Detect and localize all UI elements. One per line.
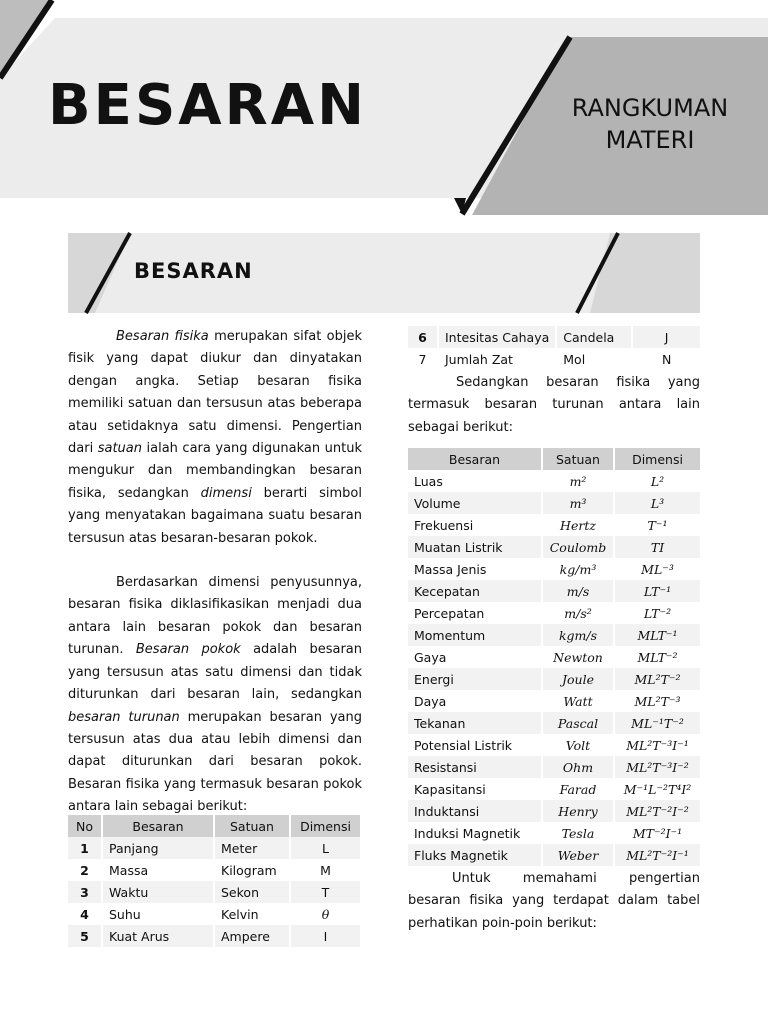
intro-paragraph-1 (68, 326, 362, 550)
table-row (408, 492, 700, 514)
cell-besaran: Daya (408, 690, 542, 712)
text-span: Berdasarkan dimensi penyusunnya, besaran fisika diklasifikasikan menjadi dua antara lain besaran pokok dan besaran turunan. (68, 575, 362, 658)
table-header-row (408, 448, 700, 470)
cell-dimensi: T⁻¹ (614, 514, 700, 536)
cell-besaran: Percepatan (408, 602, 542, 624)
term-besaran-fisika: Besaran fisika (116, 329, 209, 344)
cell-satuan: Coulomb (542, 536, 614, 558)
closing-paragraph: Untuk memahami pengertian besaran fisika yang terdapat dalam tabel perhatikan poin-poin berikut: (408, 871, 700, 931)
cell-satuan: m/s² (542, 602, 614, 624)
cell-dimensi: T (290, 881, 360, 903)
cell-satuan: m² (542, 470, 614, 492)
cell-besaran: Kecepatan (408, 580, 542, 602)
cell-dimensi: ML²T⁻²I⁻¹ (614, 844, 700, 866)
table-row (408, 778, 700, 800)
table-row (408, 734, 700, 756)
header-besaran: Besaran (408, 448, 542, 470)
table-row (68, 837, 360, 859)
cell-dimensi: ML²T⁻³ (614, 690, 700, 712)
cell-dimensi: ML²T⁻³I⁻² (614, 756, 700, 778)
cell-besaran: Jumlah Zat (438, 348, 556, 370)
cell-dimensi: LT⁻² (614, 602, 700, 624)
cell-no: 2 (68, 859, 102, 881)
besaran-pokok-table-continued (408, 326, 700, 370)
table-row (408, 558, 700, 580)
cell-besaran: Muatan Listrik (408, 536, 542, 558)
cell-no: 5 (68, 925, 102, 947)
table-row (408, 646, 700, 668)
cell-satuan: Watt (542, 690, 614, 712)
table-row (408, 326, 700, 348)
besaran-turunan-table (408, 448, 700, 866)
header-dimensi: Dimensi (614, 448, 700, 470)
header-dimensi: Dimensi (290, 815, 360, 837)
cell-dimensi: MLT⁻¹ (614, 624, 700, 646)
table-row (408, 756, 700, 778)
table-row (408, 844, 700, 866)
cell-dimensi: L³ (614, 492, 700, 514)
cell-no: 6 (408, 326, 438, 348)
cell-besaran: Intesitas Cahaya (438, 326, 556, 348)
cell-besaran: Waktu (102, 881, 214, 903)
page-title: BESARAN (48, 73, 367, 138)
cell-dimensi: L² (614, 470, 700, 492)
cell-satuan: Henry (542, 800, 614, 822)
cell-dimensi: L (290, 837, 360, 859)
cell-besaran: Momentum (408, 624, 542, 646)
cell-besaran: Fluks Magnetik (408, 844, 542, 866)
cell-satuan: m/s (542, 580, 614, 602)
table-row (408, 668, 700, 690)
cell-satuan: Pascal (542, 712, 614, 734)
cell-no: 3 (68, 881, 102, 903)
cell-satuan: Mol (556, 348, 632, 370)
table-row (408, 822, 700, 844)
cell-dimensi: ML²T⁻²I⁻² (614, 800, 700, 822)
turunan-intro: Sedangkan besaran fisika yang termasuk besaran turunan antara lain sebagai berikut: (408, 375, 700, 435)
cell-dimensi: LT⁻¹ (614, 580, 700, 602)
text-span: berarti simbol yang menyatakan bagaimana suatu besaran tersusun atas besaran-besaran pokok. (68, 485, 362, 546)
text-span: adalah besaran yang tersusun atas satu dimensi dan tidak diturunkan dari besaran lain, sedangkan (68, 642, 363, 703)
table-row (408, 514, 700, 536)
cell-besaran: Induktansi (408, 800, 542, 822)
cell-satuan: Newton (542, 646, 614, 668)
cell-satuan: Kelvin (214, 903, 290, 925)
cell-besaran: Volume (408, 492, 542, 514)
cell-satuan: Kilogram (214, 859, 290, 881)
table-header-row (68, 815, 360, 837)
cell-dimensi: I (290, 925, 360, 947)
cell-dimensi: ML⁻¹T⁻² (614, 712, 700, 734)
table-row (408, 624, 700, 646)
cell-dimensi: N (632, 348, 700, 370)
cell-dimensi: ML²T⁻³I⁻¹ (614, 734, 700, 756)
turunan-table-body (408, 470, 700, 866)
intro-paragraph-2 (68, 572, 362, 818)
intro-text (68, 326, 362, 819)
cell-satuan: Candela (556, 326, 632, 348)
cell-dimensi: TI (614, 536, 700, 558)
table-row (408, 800, 700, 822)
cell-satuan: Hertz (542, 514, 614, 536)
table-row (408, 690, 700, 712)
text-span: merupakan besaran yang tersusun atas dua atau lebih dimensi dan dapat diturunkan dari besaran pokok. Besaran fisika yang termasuk besaran pokok antara lain sebagai berikut: (68, 709, 362, 815)
header-satuan: Satuan (542, 448, 614, 470)
cell-dimensi: ML²T⁻² (614, 668, 700, 690)
cell-besaran: Resistansi (408, 756, 542, 778)
term-besaran-pokok: Besaran pokok (135, 642, 241, 658)
text-span: merupakan sifat objek fisik yang dapat diukur dan dinyatakan dengan angka. Setiap besaran fisika memiliki satuan dan tersusun atas beberapa atau setidaknya satu dimensi. Pengertian dari (68, 329, 362, 457)
cell-besaran: Gaya (408, 646, 542, 668)
cell-dimensi: MT⁻²I⁻¹ (614, 822, 700, 844)
cell-besaran: Energi (408, 668, 542, 690)
cell-besaran: Suhu (102, 903, 214, 925)
besaran-pokok-table (68, 815, 360, 947)
table-row (408, 536, 700, 558)
cell-no: 4 (68, 903, 102, 925)
cell-satuan: Tesla (542, 822, 614, 844)
cell-dimensi: M⁻¹L⁻²T⁴I² (614, 778, 700, 800)
cell-dimensi: ML⁻³ (614, 558, 700, 580)
cell-besaran: Massa (102, 859, 214, 881)
table-row (408, 470, 700, 492)
cell-satuan: Ohm (542, 756, 614, 778)
cell-besaran: Massa Jenis (408, 558, 542, 580)
cell-no: 7 (408, 348, 438, 370)
table-row (408, 580, 700, 602)
cell-dimensi: θ (290, 903, 360, 925)
cell-besaran: Kapasitansi (408, 778, 542, 800)
cell-besaran: Potensial Listrik (408, 734, 542, 756)
header-besaran: Besaran (102, 815, 214, 837)
cell-dimensi: M (290, 859, 360, 881)
cell-satuan: Meter (214, 837, 290, 859)
banner-subtitle (540, 92, 760, 156)
term-dimensi: dimensi (200, 485, 252, 501)
subtitle-line-1: RANGKUMAN (571, 94, 729, 122)
cell-satuan: Farad (542, 778, 614, 800)
cell-satuan: m³ (542, 492, 614, 514)
cell-besaran: Tekanan (408, 712, 542, 734)
table-row (68, 903, 360, 925)
subtitle-line-2: MATERI (605, 126, 695, 154)
cell-besaran: Kuat Arus (102, 925, 214, 947)
cell-satuan: kgm/s (542, 624, 614, 646)
table-row (68, 925, 360, 947)
table-row (68, 859, 360, 881)
cell-satuan: Sekon (214, 881, 290, 903)
table-row (408, 602, 700, 624)
header-no: No (68, 815, 102, 837)
cell-no: 1 (68, 837, 102, 859)
cell-besaran: Frekuensi (408, 514, 542, 536)
cell-satuan: Joule (542, 668, 614, 690)
cell-dimensi: J (632, 326, 700, 348)
table-row (68, 881, 360, 903)
cell-satuan: kg/m³ (542, 558, 614, 580)
table-row (408, 712, 700, 734)
cell-besaran: Luas (408, 470, 542, 492)
term-satuan: satuan (97, 441, 142, 457)
cell-besaran: Panjang (102, 837, 214, 859)
cell-satuan: Weber (542, 844, 614, 866)
term-besaran-turunan: besaran turunan (68, 709, 180, 725)
section-title: BESARAN (134, 259, 253, 283)
cell-besaran: Induksi Magnetik (408, 822, 542, 844)
cell-dimensi: MLT⁻² (614, 646, 700, 668)
cell-satuan: Volt (542, 734, 614, 756)
cell-satuan: Ampere (214, 925, 290, 947)
table-row (408, 348, 700, 370)
header-satuan: Satuan (214, 815, 290, 837)
text-span: ialah cara yang digunakan untuk mengukur dan membandingkan besaran fisika, sedangkan (68, 441, 362, 501)
